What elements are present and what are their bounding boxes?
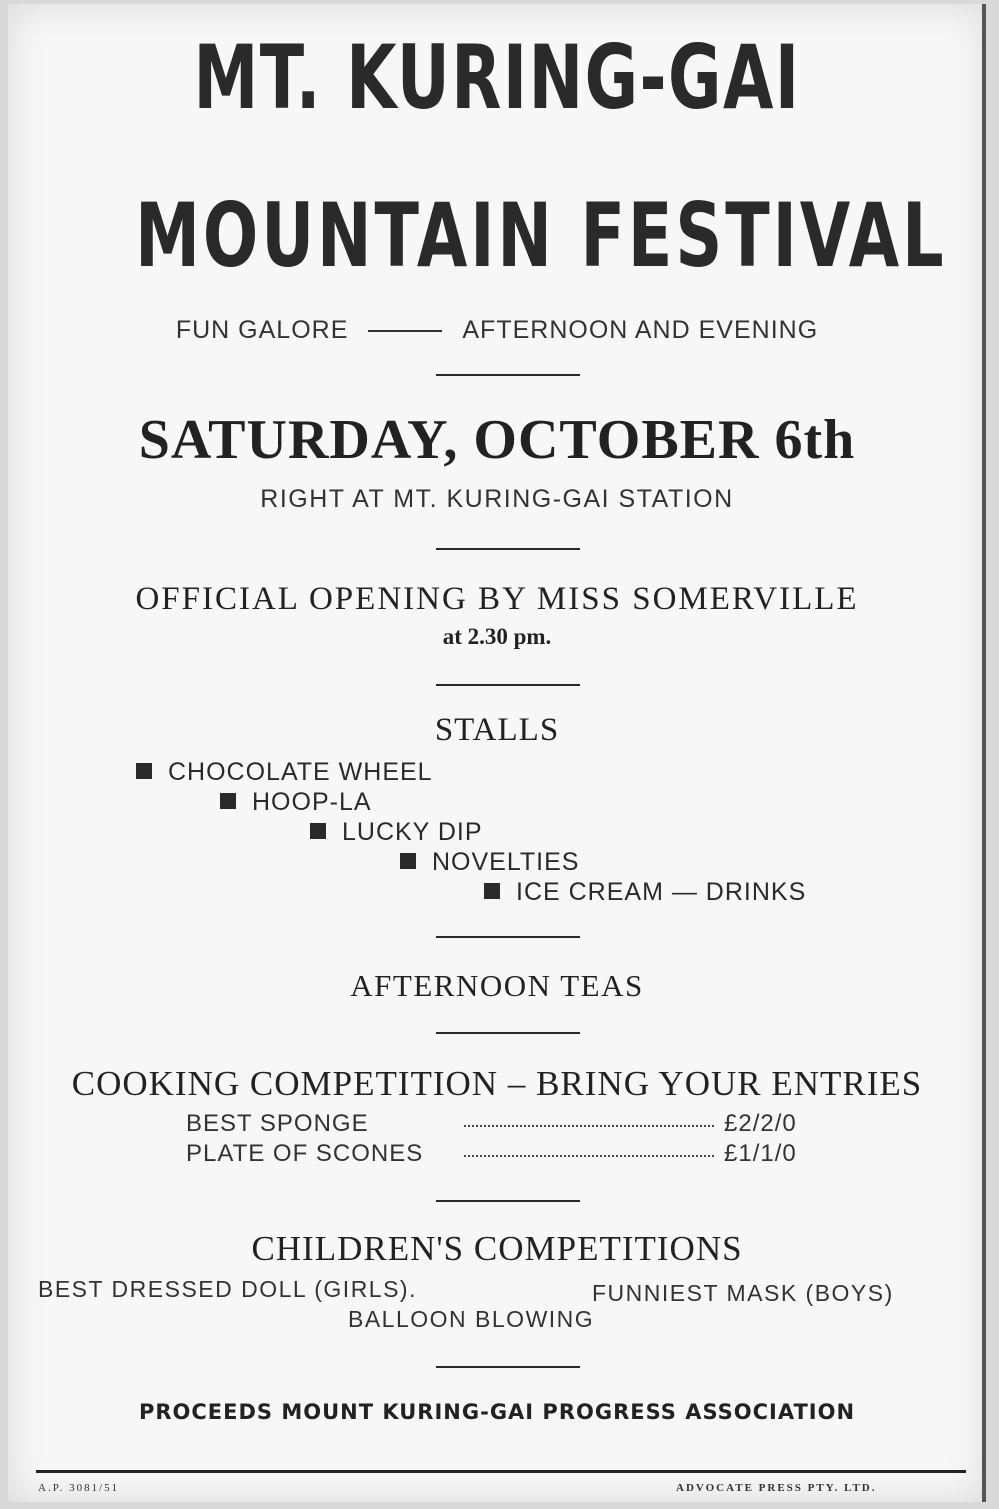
afternoon-teas: AFTERNOON TEAS: [350, 968, 644, 1003]
children-item: BEST DRESSED DOLL (GIRLS).: [38, 1276, 417, 1302]
festival-poster: [8, 4, 986, 1502]
children-item: BALLOON BLOWING: [348, 1306, 595, 1332]
divider: [436, 684, 580, 686]
prize-row: [186, 1140, 797, 1168]
divider: [436, 374, 580, 376]
cooking-heading: COOKING COMPETITION – BRING YOUR ENTRIES: [71, 1064, 923, 1103]
stall-label: ICE CREAM — DRINKS: [516, 878, 807, 906]
square-bullet-icon: [310, 823, 326, 839]
subtitle-right: AFTERNOON AND EVENING: [462, 316, 819, 344]
divider: [436, 1366, 580, 1368]
square-bullet-icon: [136, 763, 152, 779]
title-line-1: MT. KURING-GAI: [193, 26, 801, 129]
prize-name: PLATE OF SCONES: [186, 1140, 424, 1167]
stall-label: HOOP-LA: [252, 788, 372, 816]
prize-amount: £2/2/0: [724, 1110, 797, 1137]
stall-label: CHOCOLATE WHEEL: [168, 758, 433, 786]
square-bullet-icon: [220, 793, 236, 809]
stall-item: [310, 818, 483, 847]
event-date: SATURDAY, OCTOBER 6th: [138, 409, 856, 471]
prize-amount: £1/1/0: [724, 1140, 797, 1167]
divider: [436, 1032, 580, 1034]
stall-label: LUCKY DIP: [342, 818, 483, 846]
stall-item: [484, 878, 806, 907]
subtitle-dash: [368, 330, 442, 332]
imprint-code: A.P. 3081/51: [38, 1482, 120, 1494]
proceeds-line: PROCEEDS MOUNT KURING-GAI PROGRESS ASSOCIATION: [138, 1400, 856, 1424]
bottom-rule: [36, 1470, 966, 1473]
page-edge: [982, 4, 986, 1502]
stall-item: [220, 788, 372, 817]
dot-leader: [464, 1125, 714, 1127]
square-bullet-icon: [400, 853, 416, 869]
stall-item: [136, 758, 433, 787]
title-line-2: MOUNTAIN FESTIVAL: [135, 184, 947, 287]
prize-row: [186, 1110, 797, 1138]
stall-item: [400, 848, 579, 877]
opening-time: at 2.30 pm.: [442, 624, 552, 649]
printer-imprint: ADVOCATE PRESS PTY. LTD.: [676, 1482, 877, 1494]
children-heading: CHILDREN'S COMPETITIONS: [251, 1229, 743, 1268]
divider: [436, 548, 580, 550]
event-location: RIGHT AT MT. KURING-GAI STATION: [260, 485, 734, 513]
stalls-heading: STALLS: [434, 712, 560, 748]
children-item: FUNNIEST MASK (BOYS): [592, 1280, 894, 1306]
prize-name: BEST SPONGE: [186, 1110, 369, 1137]
subtitle: [8, 316, 986, 345]
stall-label: NOVELTIES: [432, 848, 580, 876]
divider: [436, 1200, 580, 1202]
subtitle-left: FUN GALORE: [175, 316, 349, 344]
divider: [436, 936, 580, 938]
square-bullet-icon: [484, 883, 500, 899]
official-opening: OFFICIAL OPENING BY MISS SOMERVILLE: [135, 581, 859, 617]
dot-leader: [464, 1155, 714, 1157]
